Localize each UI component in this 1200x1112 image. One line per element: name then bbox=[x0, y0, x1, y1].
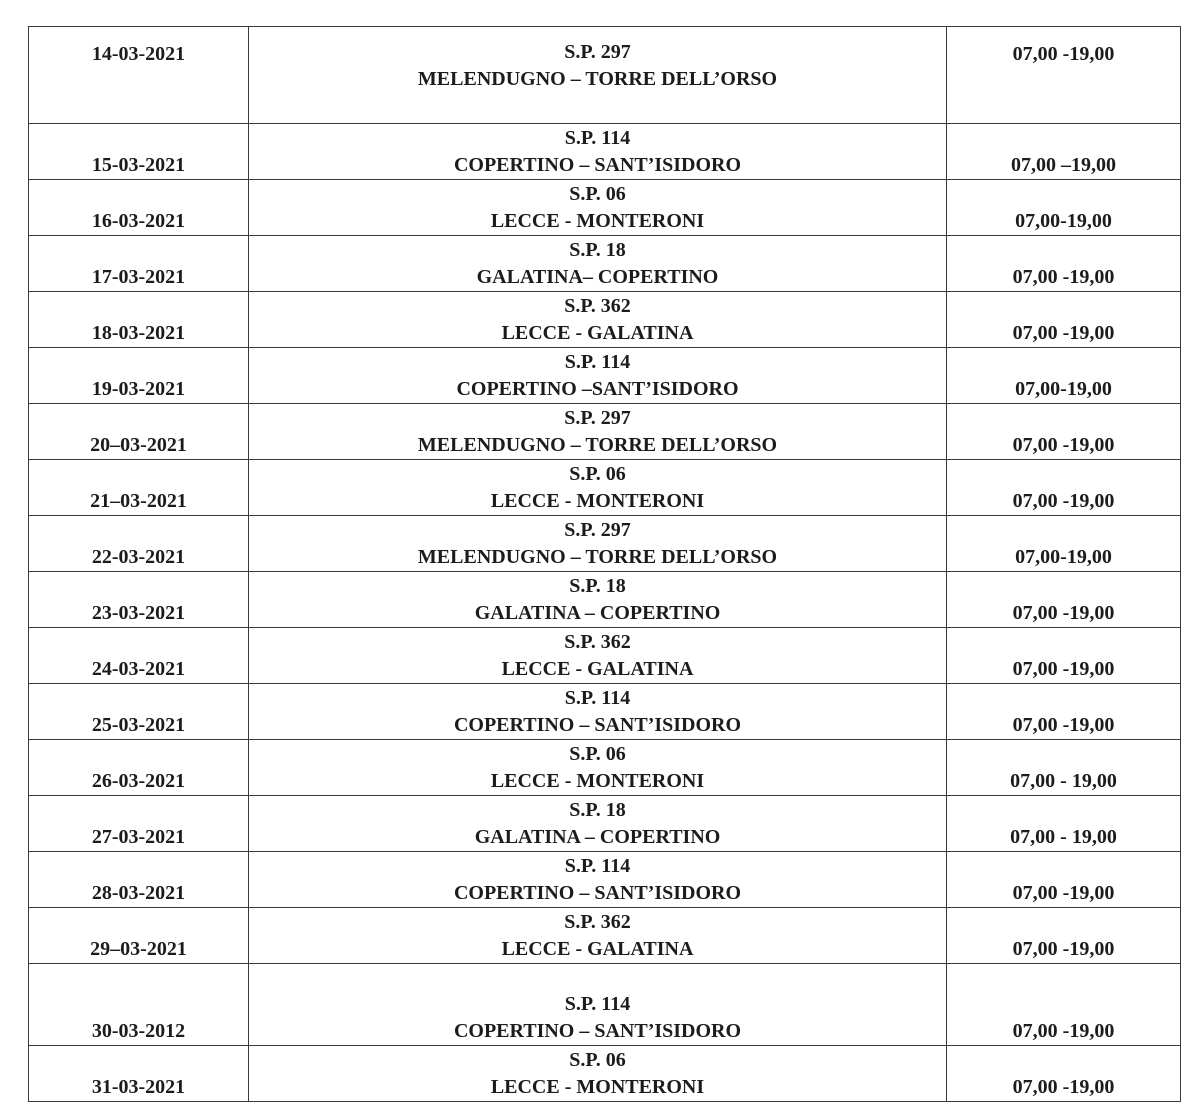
table-row bbox=[29, 292, 1181, 348]
road-number: S.P. 297 bbox=[564, 41, 631, 63]
time-cell: 07,00 -19,00 bbox=[947, 908, 1181, 964]
date-cell: 28-03-2021 bbox=[29, 852, 249, 908]
road-cell bbox=[249, 292, 947, 348]
table-row bbox=[29, 964, 1181, 1046]
road-number: S.P. 18 bbox=[569, 799, 626, 821]
time-cell: 07,00 -19,00 bbox=[947, 852, 1181, 908]
table-row bbox=[29, 572, 1181, 628]
road-cell bbox=[249, 27, 947, 124]
route-name: MELENDUGNO – TORRE DELL’ORSO bbox=[417, 434, 778, 456]
road-cell bbox=[249, 740, 947, 796]
time-cell: 07,00 -19,00 bbox=[947, 1046, 1181, 1102]
road-number: S.P. 114 bbox=[564, 993, 631, 1015]
route-name: COPERTINO – SANT’ISIDORO bbox=[453, 154, 742, 176]
date-cell: 16-03-2021 bbox=[29, 180, 249, 236]
route-name: GALATINA – COPERTINO bbox=[474, 602, 721, 624]
date-cell: 25-03-2021 bbox=[29, 684, 249, 740]
date-cell: 26-03-2021 bbox=[29, 740, 249, 796]
table-row bbox=[29, 908, 1181, 964]
road-cell bbox=[249, 236, 947, 292]
road-number: S.P. 297 bbox=[564, 519, 631, 541]
road-cell bbox=[249, 348, 947, 404]
time-cell: 07,00 -19,00 bbox=[947, 964, 1181, 1046]
table-row bbox=[29, 404, 1181, 460]
road-number: S.P. 06 bbox=[569, 463, 626, 485]
route-name: LECCE - GALATINA bbox=[501, 938, 694, 960]
time-cell: 07,00 -19,00 bbox=[947, 628, 1181, 684]
route-name: MELENDUGNO – TORRE DELL’ORSO bbox=[417, 546, 778, 568]
road-cell bbox=[249, 180, 947, 236]
road-cell bbox=[249, 908, 947, 964]
time-cell: 07,00 -19,00 bbox=[947, 460, 1181, 516]
road-cell bbox=[249, 460, 947, 516]
road-number: S.P. 06 bbox=[569, 183, 626, 205]
route-name: LECCE - GALATINA bbox=[501, 322, 694, 344]
time-cell: 07,00 - 19,00 bbox=[947, 796, 1181, 852]
road-number: S.P. 297 bbox=[564, 407, 631, 429]
date-cell: 19-03-2021 bbox=[29, 348, 249, 404]
date-cell: 21–03-2021 bbox=[29, 460, 249, 516]
road-number: S.P. 06 bbox=[569, 743, 626, 765]
route-name: LECCE - MONTERONI bbox=[490, 490, 705, 512]
table-row bbox=[29, 180, 1181, 236]
time-cell: 07,00 -19,00 bbox=[947, 27, 1181, 124]
route-name: COPERTINO – SANT’ISIDORO bbox=[453, 1020, 742, 1042]
date-cell: 29–03-2021 bbox=[29, 908, 249, 964]
date-cell: 18-03-2021 bbox=[29, 292, 249, 348]
time-cell: 07,00 -19,00 bbox=[947, 292, 1181, 348]
road-cell bbox=[249, 796, 947, 852]
route-name: LECCE - MONTERONI bbox=[490, 770, 705, 792]
time-cell: 07,00 -19,00 bbox=[947, 236, 1181, 292]
table-row bbox=[29, 236, 1181, 292]
route-name: COPERTINO – SANT’ISIDORO bbox=[453, 882, 742, 904]
road-cell bbox=[249, 628, 947, 684]
time-cell: 07,00 -19,00 bbox=[947, 684, 1181, 740]
table-row bbox=[29, 27, 1181, 124]
road-number: S.P. 114 bbox=[564, 687, 631, 709]
route-name: COPERTINO –SANT’ISIDORO bbox=[456, 378, 739, 400]
road-cell bbox=[249, 852, 947, 908]
route-name: LECCE - MONTERONI bbox=[490, 1076, 705, 1098]
road-number: S.P. 18 bbox=[569, 575, 626, 597]
road-cell bbox=[249, 964, 947, 1046]
road-cell bbox=[249, 124, 947, 180]
table-row bbox=[29, 516, 1181, 572]
road-number: S.P. 362 bbox=[564, 295, 631, 317]
time-cell: 07,00 - 19,00 bbox=[947, 740, 1181, 796]
time-cell: 07,00-19,00 bbox=[947, 516, 1181, 572]
table-row bbox=[29, 1046, 1181, 1102]
route-name: LECCE - GALATINA bbox=[501, 658, 694, 680]
date-cell: 23-03-2021 bbox=[29, 572, 249, 628]
road-number: S.P. 114 bbox=[564, 855, 631, 877]
time-cell: 07,00-19,00 bbox=[947, 348, 1181, 404]
table-row bbox=[29, 124, 1181, 180]
route-name: LECCE - MONTERONI bbox=[490, 210, 705, 232]
table-row bbox=[29, 348, 1181, 404]
road-cell bbox=[249, 1046, 947, 1102]
date-cell: 20–03-2021 bbox=[29, 404, 249, 460]
route-name: COPERTINO – SANT’ISIDORO bbox=[453, 714, 742, 736]
date-cell: 14-03-2021 bbox=[29, 27, 249, 124]
table-row bbox=[29, 796, 1181, 852]
route-name: GALATINA– COPERTINO bbox=[476, 266, 719, 288]
road-cell bbox=[249, 516, 947, 572]
time-cell: 07,00 -19,00 bbox=[947, 404, 1181, 460]
road-number: S.P. 114 bbox=[564, 351, 631, 373]
table-row bbox=[29, 740, 1181, 796]
date-cell: 27-03-2021 bbox=[29, 796, 249, 852]
time-cell: 07,00-19,00 bbox=[947, 180, 1181, 236]
time-cell: 07,00 -19,00 bbox=[947, 572, 1181, 628]
date-cell: 24-03-2021 bbox=[29, 628, 249, 684]
date-cell: 30-03-2012 bbox=[29, 964, 249, 1046]
time-cell: 07,00 –19,00 bbox=[947, 124, 1181, 180]
road-number: S.P. 114 bbox=[564, 127, 631, 149]
table-row bbox=[29, 852, 1181, 908]
date-cell: 31-03-2021 bbox=[29, 1046, 249, 1102]
table-row bbox=[29, 460, 1181, 516]
route-name: MELENDUGNO – TORRE DELL’ORSO bbox=[417, 68, 778, 90]
road-cell bbox=[249, 572, 947, 628]
date-cell: 22-03-2021 bbox=[29, 516, 249, 572]
table-row bbox=[29, 684, 1181, 740]
schedule-body bbox=[29, 27, 1181, 1102]
route-name: GALATINA – COPERTINO bbox=[474, 826, 721, 848]
date-cell: 15-03-2021 bbox=[29, 124, 249, 180]
schedule-table bbox=[28, 26, 1181, 1102]
road-number: S.P. 06 bbox=[569, 1049, 626, 1071]
table-row bbox=[29, 628, 1181, 684]
road-number: S.P. 362 bbox=[564, 631, 631, 653]
road-number: S.P. 18 bbox=[569, 239, 626, 261]
road-cell bbox=[249, 404, 947, 460]
date-cell: 17-03-2021 bbox=[29, 236, 249, 292]
road-number: S.P. 362 bbox=[564, 911, 631, 933]
road-cell bbox=[249, 684, 947, 740]
